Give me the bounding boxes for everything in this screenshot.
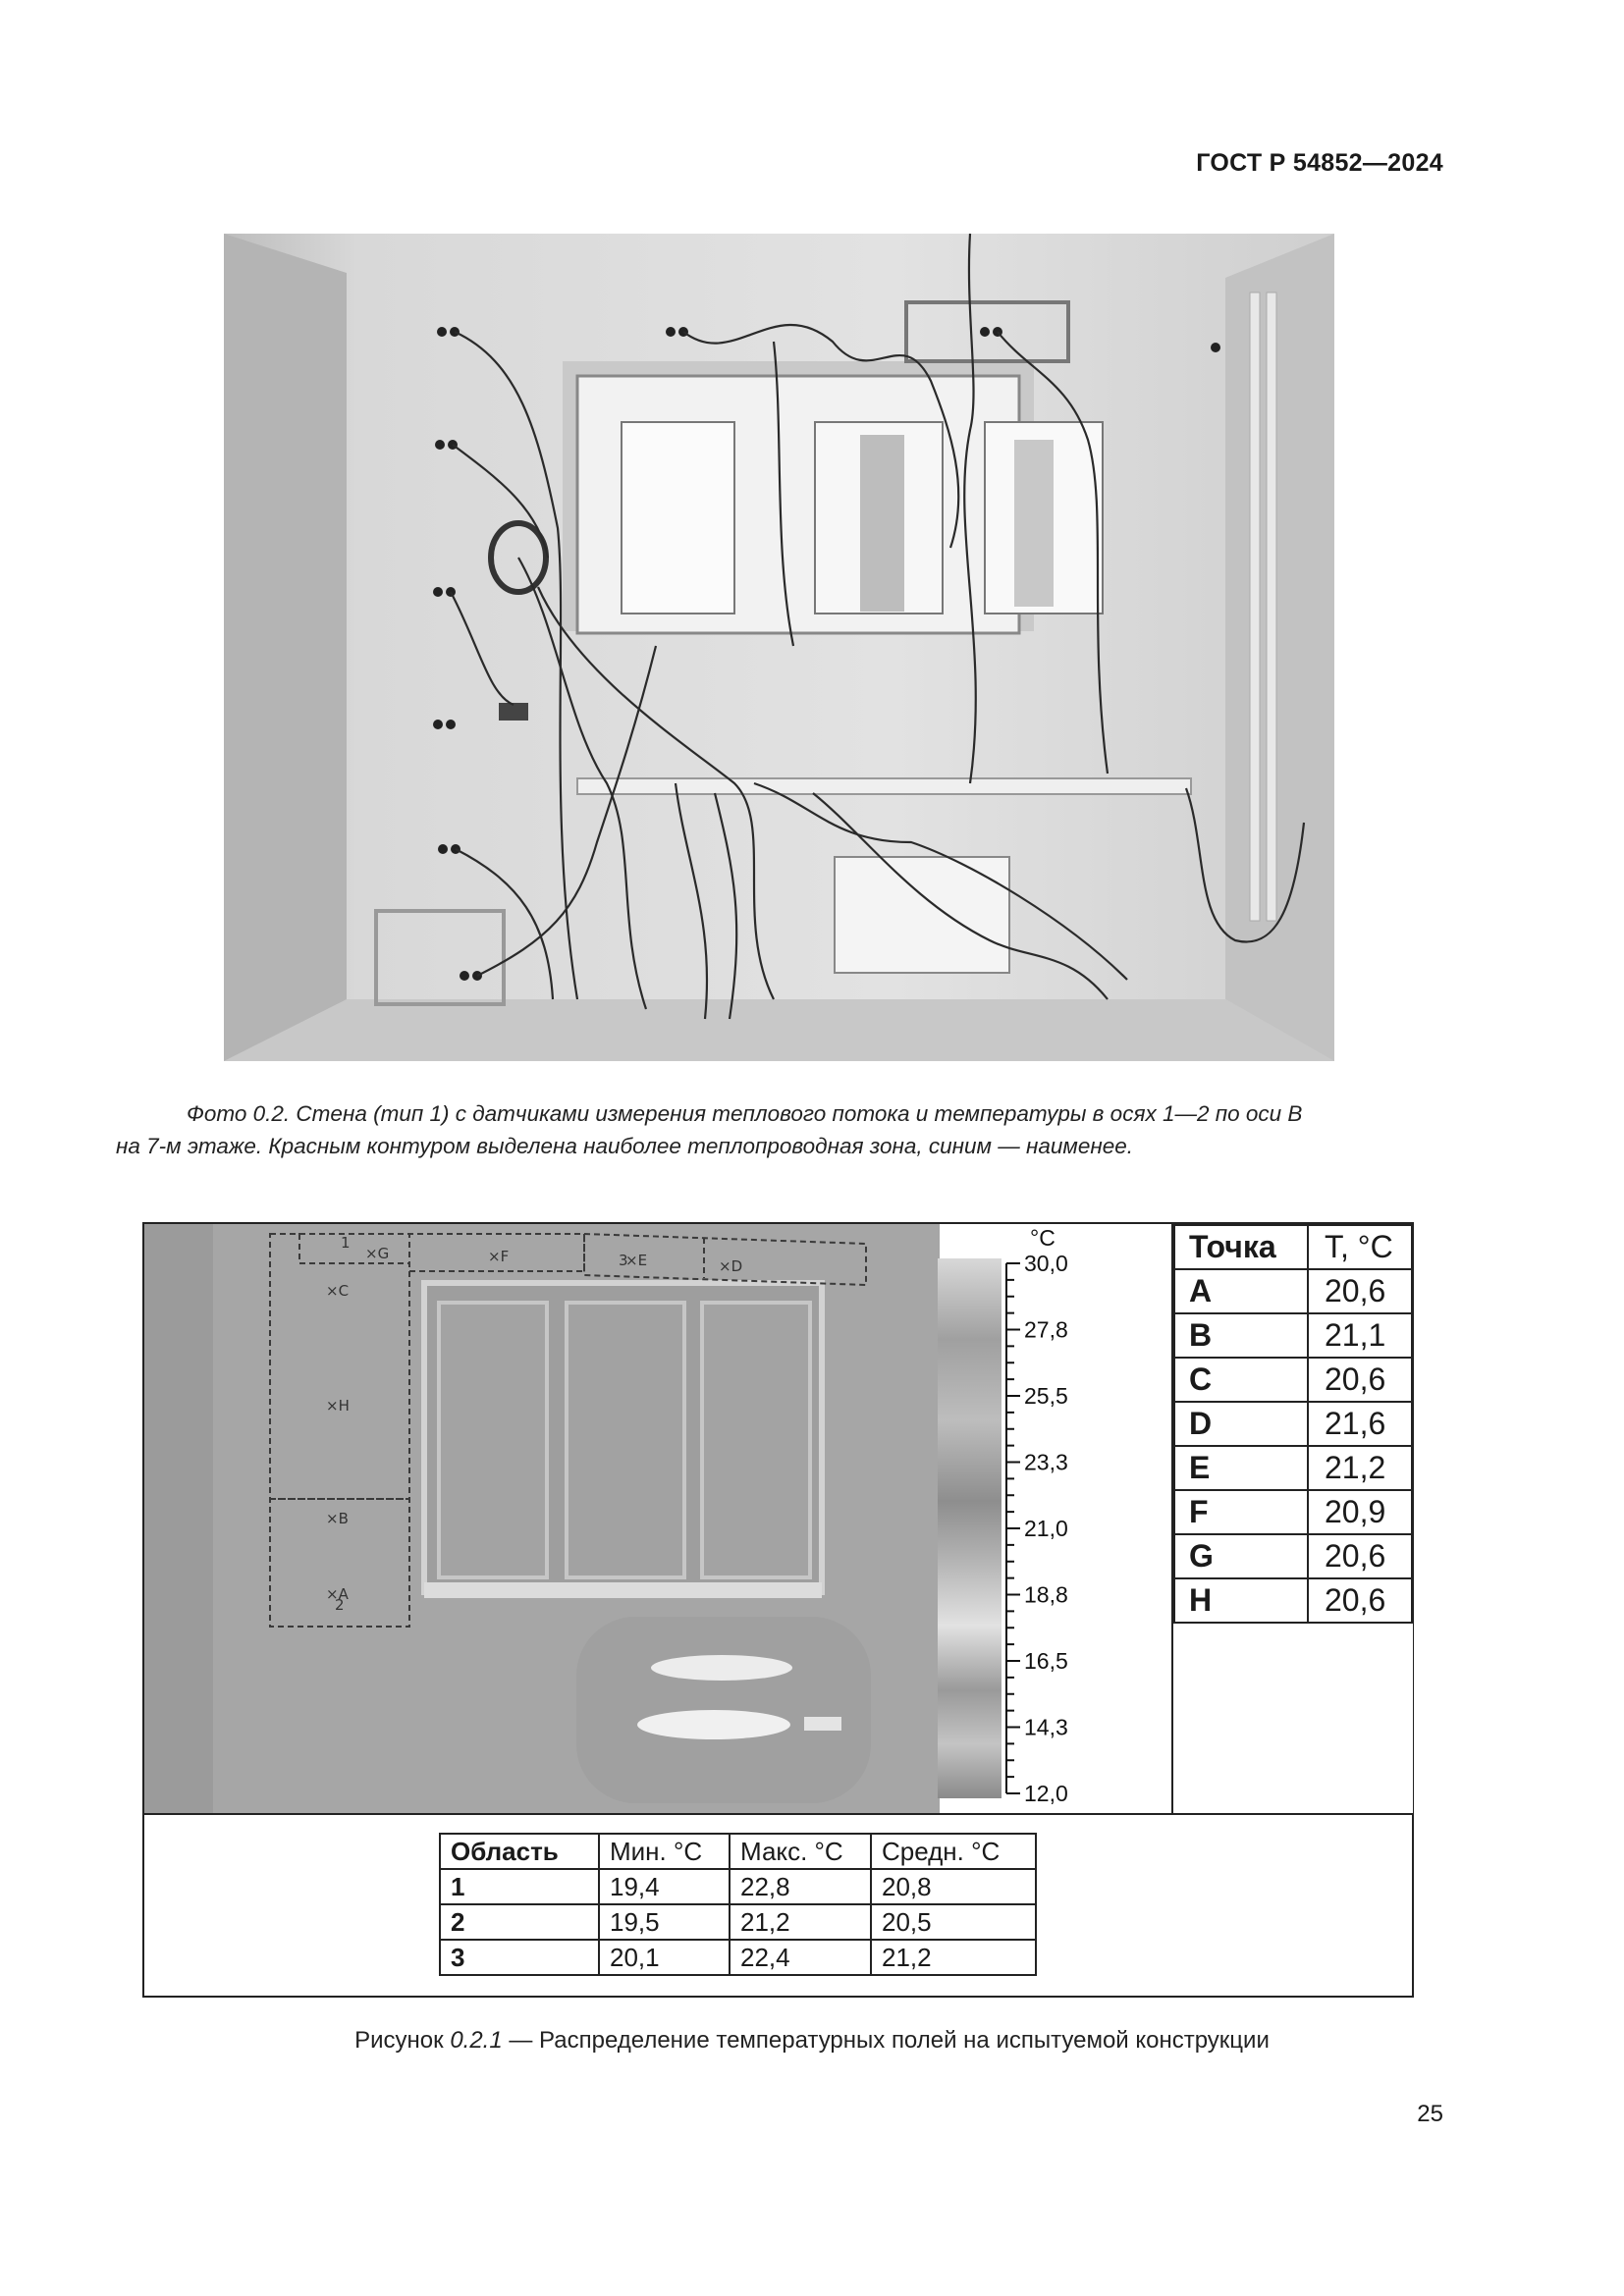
regions-header-max: Макс. °C [730,1834,871,1869]
region-number-3: 3 [619,1252,628,1269]
regions-header-area: Область [440,1834,599,1869]
table-row: B 21,1 [1174,1313,1412,1358]
table-row: 2 19,5 21,2 20,5 [440,1904,1036,1940]
table-row: D 21,6 [1174,1402,1412,1446]
region-number-1: 1 [341,1234,351,1252]
marker-F: ×F [488,1248,510,1265]
scale-unit: °C [1030,1225,1056,1251]
scale-tick-label: 21,0 [1024,1516,1068,1541]
points-header-point: Точка [1174,1225,1308,1269]
points-table-container [1171,1224,1413,1813]
scale-tick-label: 30,0 [1024,1251,1068,1276]
room-wall-sensors-photo-icon [224,234,1334,1061]
marker-B: ×B [326,1510,349,1527]
figure-caption-number: 0.2.1 [450,2027,503,2054]
table-row: E 21,2 [1174,1446,1412,1490]
scale-tick-label: 18,8 [1024,1581,1068,1608]
figure-caption-text: — Распределение температурных полей на испытуемой конструкции [502,2027,1270,2054]
scale-tick-label: 14,3 [1024,1714,1068,1740]
marker-E: ×E [625,1252,648,1269]
points-header-temp: T, °C [1308,1225,1412,1269]
regions-table [439,1833,1037,1976]
regions-header-avg: Средн. °C [871,1834,1036,1869]
table-row: C 20,6 [1174,1358,1412,1402]
table-row: H 20,6 [1174,1578,1412,1623]
points-table-header [1174,1225,1412,1269]
figure-divider [144,1813,1412,1815]
table-row: G 20,6 [1174,1534,1412,1578]
scale-tick-label: 27,8 [1024,1316,1068,1343]
scale-tick-label: 16,5 [1024,1648,1068,1674]
scale-tick-label: 12,0 [1024,1781,1068,1806]
marker-A: ×A [326,1585,349,1603]
regions-header-min: Мин. °C [599,1834,730,1869]
temperature-scale-bar [938,1258,1001,1798]
marker-C: ×C [326,1282,350,1300]
photo-caption-line1: Фото 0.2. Стена (тип 1) с датчиками измерения теплового потока и температуры в осях 1—2 по оси В [187,1101,1303,1126]
marker-G: ×G [365,1245,390,1262]
regions-table-header [440,1834,1036,1869]
figure-caption [0,2027,1624,2055]
thermogram-figure [142,1222,1414,1998]
thermogram [144,1224,1171,1813]
table-row: F 20,9 [1174,1490,1412,1534]
table-row: A 20,6 [1174,1269,1412,1313]
marker-D: ×D [719,1257,743,1275]
scale-tick-label: 23,3 [1024,1449,1068,1475]
points-table [1173,1224,1413,1624]
table-row: 3 20,1 22,4 21,2 [440,1940,1036,1975]
region-number-2: 2 [335,1596,345,1614]
table-row: 1 19,4 22,8 20,8 [440,1869,1036,1904]
page-number: 25 [1417,2101,1443,2127]
marker-H: ×H [326,1397,350,1415]
photo-caption-line2: на 7-м этаже. Красным контуром выделена наиболее теплопроводная зона, синим — наименее. [116,1134,1133,1158]
figure-caption-prefix: Рисунок [354,2027,451,2054]
wall-sensors-photo [224,234,1334,1061]
photo-caption [116,1097,1447,1162]
scale-tick-label: 25,5 [1024,1383,1068,1409]
document-code: ГОСТ Р 54852—2024 [1196,149,1443,177]
